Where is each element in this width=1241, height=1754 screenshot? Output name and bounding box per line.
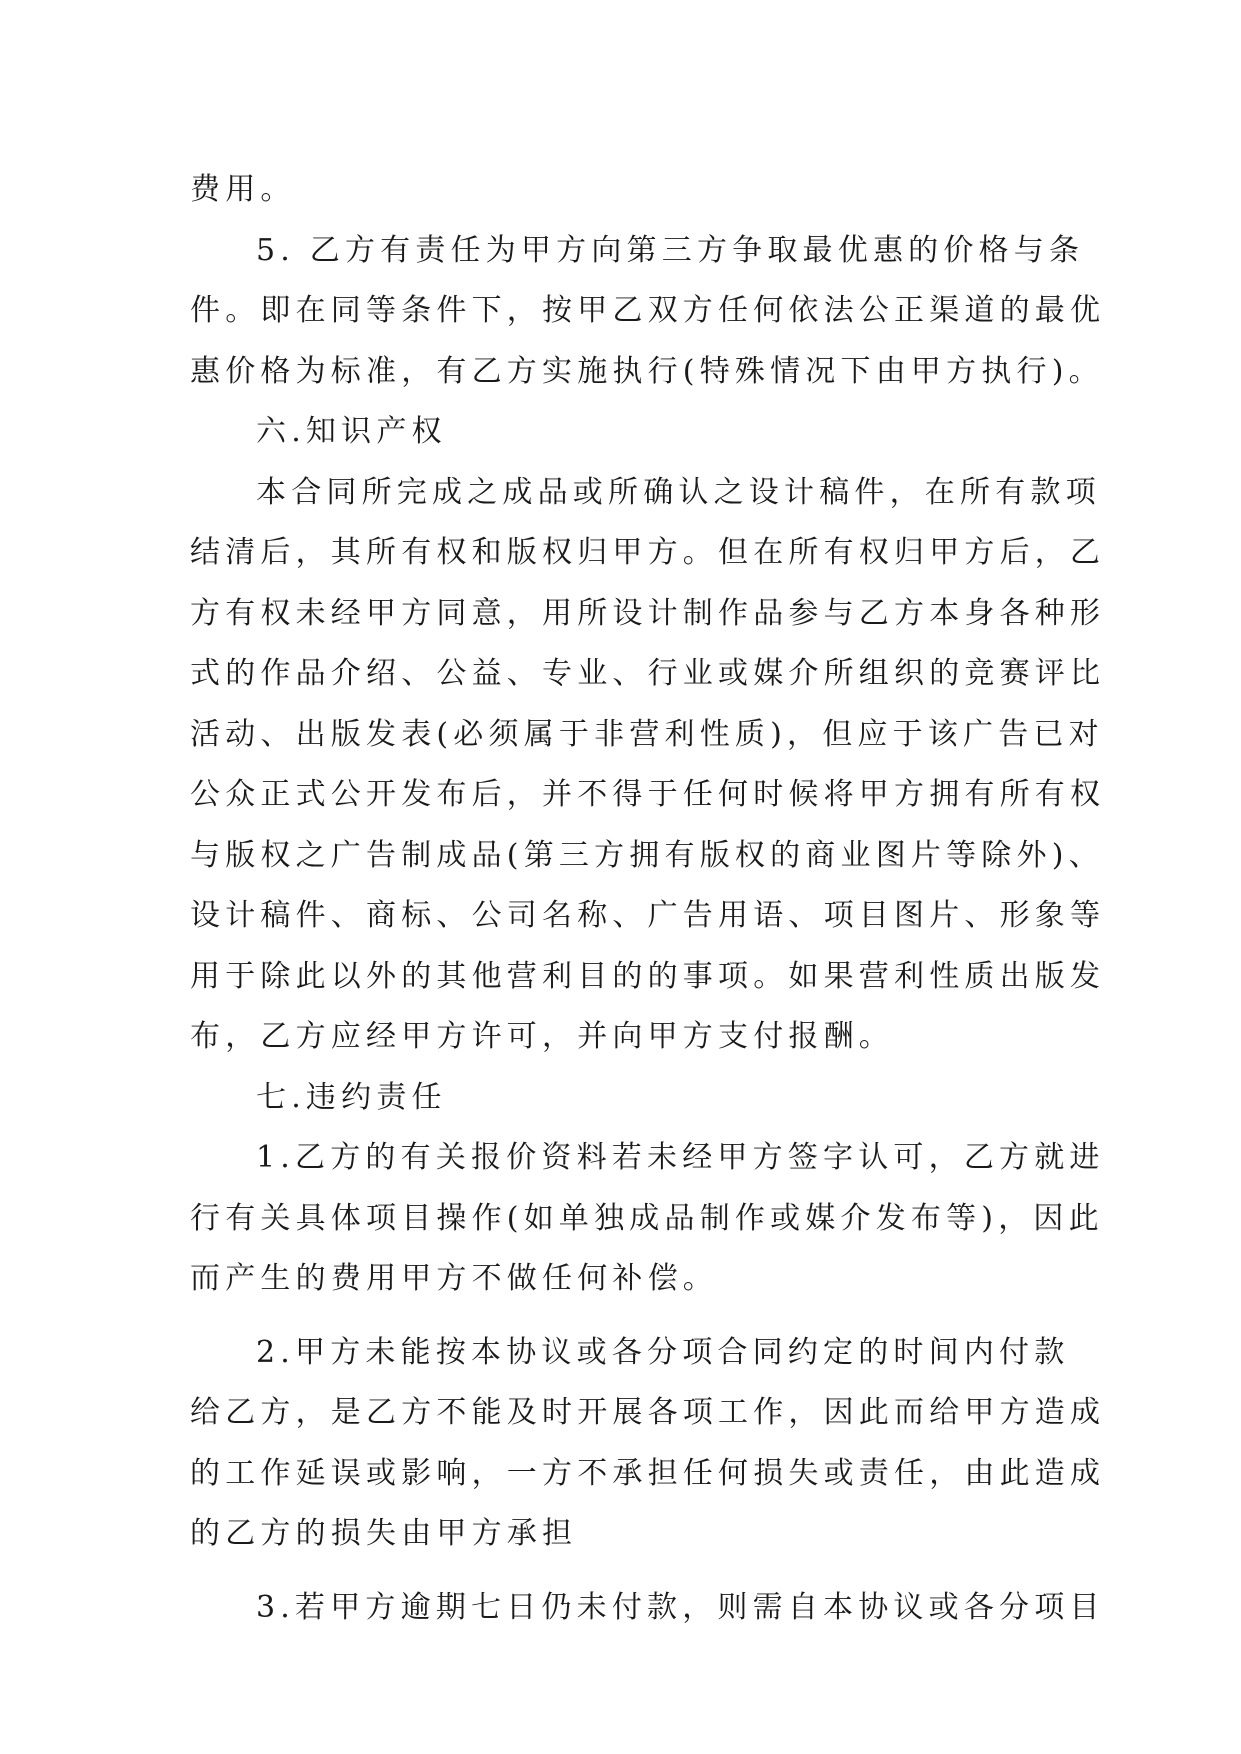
text-line: 布，乙方应经甲方许可，并向甲方支付报酬。 [190,1019,894,1054]
text-line: 5. 乙方有责任为甲方向第三方争取最优惠的价格与条 [256,232,1085,268]
text-line: 件。即在同等条件下，按甲乙双方任何依法公正渠道的最优 [190,293,1106,328]
document-body [190,160,1106,1638]
text-line: 本合同所完成之成品或所确认之设计稿件，在所有款项 [256,474,1101,510]
section-heading: 七.违约责任 [256,1079,447,1115]
text-line: 与版权之广告制成品(第三方拥有版权的商业图片等除外)、 [190,837,1104,873]
text-line: 行有关具体项目操作(如单独成品制作或媒介发布等)，因此 [190,1200,1104,1236]
text-line: 给乙方，是乙方不能及时开展各项工作，因此而给甲方造成 [190,1395,1106,1430]
text-line: 公众正式公开发布后，并不得于任何时候将甲方拥有所有权 [190,777,1106,812]
text-line: 的乙方的损失由甲方承担 [190,1516,578,1551]
text-line: 式的作品介绍、公益、专业、行业或媒介所组织的竞赛评比 [190,656,1106,691]
text-line: 的工作延误或影响，一方不承担任何损失或责任，由此造成 [190,1455,1106,1491]
text-line: 用于除此以外的其他营利目的的事项。如果营利性质出版发 [190,958,1106,994]
text-line: 而产生的费用甲方不做任何补偿。 [190,1261,718,1296]
text-line: 活动、出版发表(必须属于非营利性质)，但应于该广告已对 [190,716,1104,752]
text-line: 1.乙方的有关报价资料若未经甲方签字认可，乙方就进 [256,1140,1105,1175]
text-line: 方有权未经甲方同意，用所设计制作品参与乙方本身各种形 [190,595,1106,631]
text-line: 3.若甲方逾期七日仍未付款，则需自本协议或各分项目 [256,1589,1105,1625]
text-line: 惠价格为标准，有乙方实施执行(特殊情况下由甲方执行)。 [190,353,1104,389]
section-heading: 六.知识产权 [256,414,447,449]
text-line: 费用。 [190,172,296,207]
text-line: 设计稿件、商标、公司名称、广告用语、项目图片、形象等 [190,898,1106,933]
text-line: 结清后，其所有权和版权归甲方。但在所有权归甲方后，乙 [190,535,1106,570]
text-line: 2.甲方未能按本协议或各分项合同约定的时间内付款 [256,1334,1070,1370]
